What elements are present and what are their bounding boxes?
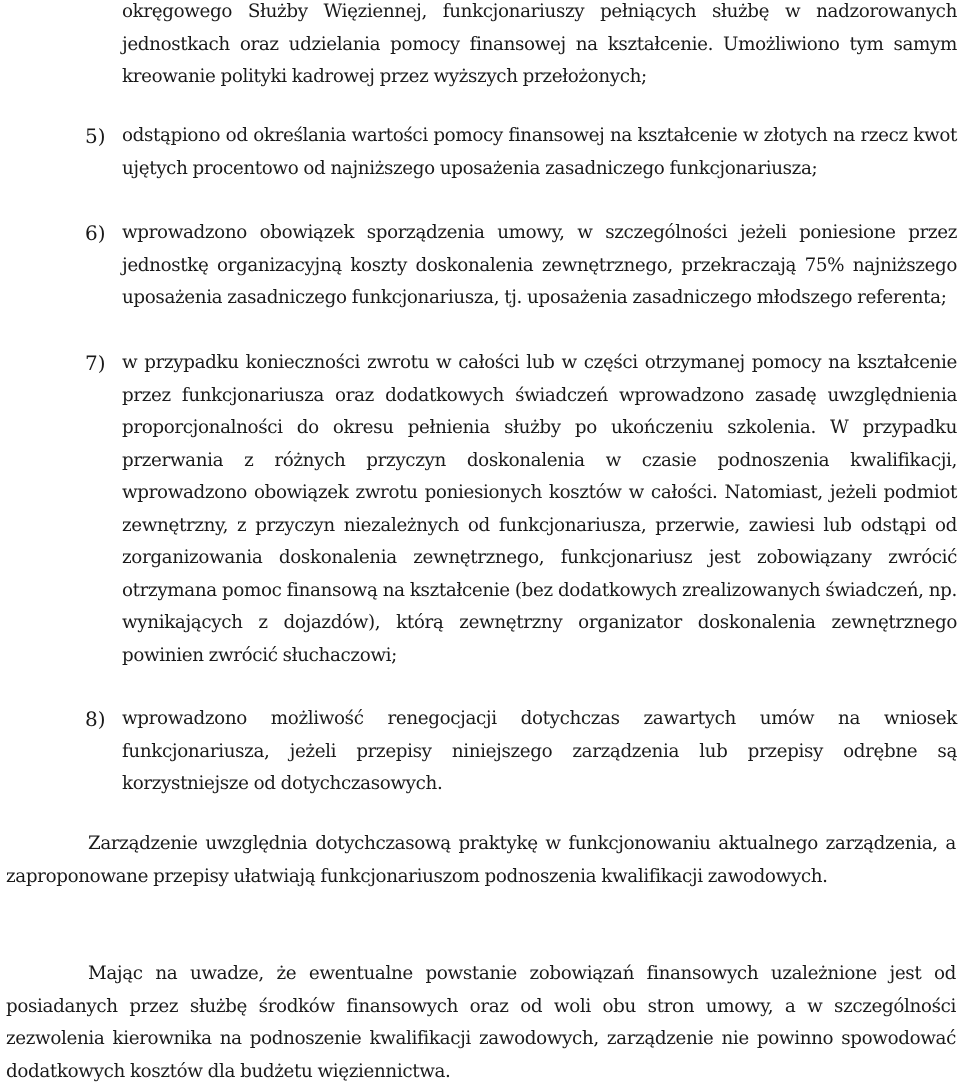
list-item-7 xyxy=(85,347,955,672)
list-item-8 xyxy=(85,703,955,801)
list-item-text: w przypadku konieczności zwrotu w całości lub w części otrzymanej pomocy na kształcenie przez funkcjonariusza oraz dodatkowych świadczeń wprowadzono zasadę uwzględnienia proporcjonalności do okresu pełnienia służby po ukończeniu szkolenia. W przypadku przerwania z różnych przyczyn doskonalenia w czasie podnoszenia kwalifikacji, wprowadzono obowiązek zwrotu poniesionych kosztów w całości. Natomiast, jeżeli podmiot zewnętrzny, z przyczyn niezależnych od funkcjonariusza, przerwie, zawiesi lub odstąpi od zorganizowania doskonalenia zewnętrznego, funkcjonariusz jest zobowiązany zwrócić otrzymana pomoc finansową na kształcenie (bez dodatkowych zrealizowanych świadczeń, np. wynikających z dojazdów), którą zewnętrzny organizator doskonalenia zewnętrznego powinien zwrócić słuchaczowi; xyxy=(122,352,957,666)
list-item-number: 5) xyxy=(85,124,106,148)
list-item-number: 8) xyxy=(85,707,106,731)
list-item-5 xyxy=(85,120,955,185)
list-item-text: wprowadzono możliwość renegocjacji dotychczas zawartych umów na wniosek funkcjonariusza, jeżeli przepisy niniejszego zarządzenia lub przepisy odrębne są korzystniejsze od dotychczasowych. xyxy=(122,708,957,794)
list-item-6 xyxy=(85,217,955,315)
list-item-number: 7) xyxy=(85,351,106,375)
list-item-continuation: okręgowego Służby Więziennej, funkcjonariuszy pełniących służbę w nadzorowanych jednostkach oraz udzielania pomocy finansowej na kształcenie. Umożliwiono tym samym kreowanie polityki kadrowej przez wyższych przełożonych; xyxy=(122,1,957,87)
body-paragraph-1: Zarządzenie uwzględnia dotychczasową praktykę w funkcjonowaniu aktualnego zarządzenia, a zaproponowane przepisy ułatwiają funkcjonariuszom podnoszenia kwalifikacji zawodowych. xyxy=(6,833,956,887)
list-item-number: 6) xyxy=(85,221,106,245)
list-item-text: odstąpiono od określania wartości pomocy finansowej na kształcenie w złotych na rzecz kwot ujętych procentowo od najniższego uposażenia zasadniczego funkcjonariusza; xyxy=(122,125,957,179)
body-paragraph-2: Mając na uwadze, że ewentualne powstanie zobowiązań finansowych uzależnione jest od posiadanych przez służbę środków finansowych oraz od woli obu stron umowy, a w szczególności zezwolenia kierownika na podnoszenie kwalifikacji zawodowych, zarządzenie nie powinno spowodować dodatkowych kosztów dla budżetu więziennictwa. xyxy=(6,963,956,1082)
list-item-text: wprowadzono obowiązek sporządzenia umowy, w szczególności jeżeli poniesione przez jednostkę organizacyjną koszty doskonalenia zewnętrznego, przekraczają 75% najniższego uposażenia zasadniczego funkcjonariusza, tj. uposażenia zasadniczego młodszego referenta; xyxy=(122,222,957,308)
